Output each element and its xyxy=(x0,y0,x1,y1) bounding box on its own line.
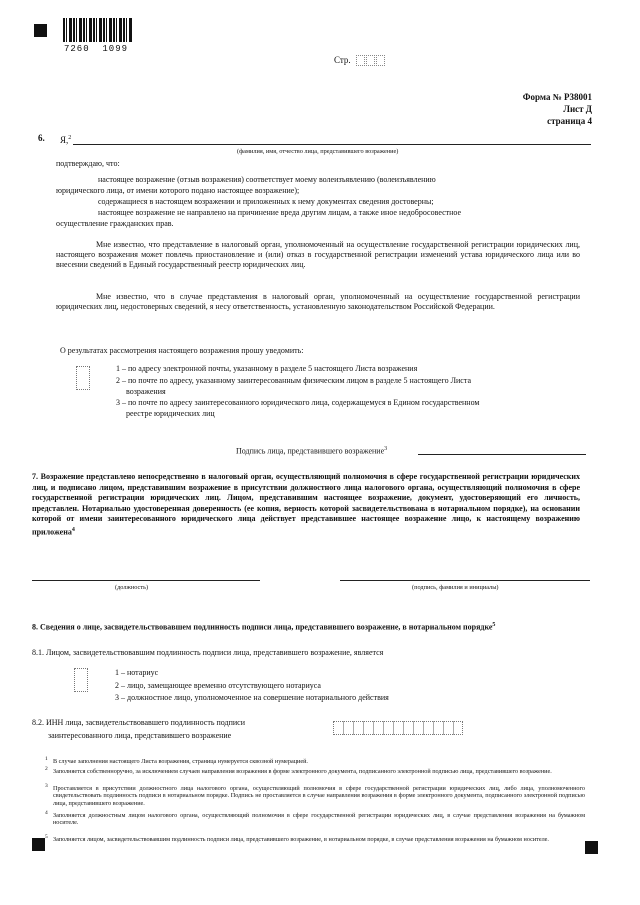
notary-option-3: 3 – должностное лицо, уполномоченное на совершение нотариального действия xyxy=(115,693,389,702)
official-sign-caption: (подпись, фамилия и инициалы) xyxy=(412,584,499,591)
corner-marker-bottom-left xyxy=(32,838,45,851)
notify-option-1: 1 – по адресу электронной почты, указанному в разделе 5 настоящего Листа возражения xyxy=(116,364,418,373)
notary-option-1: 1 – нотариус xyxy=(115,668,159,677)
official-sign-input[interactable] xyxy=(340,580,590,581)
page-label: Стр. xyxy=(334,55,351,65)
section-8-heading: 8. Сведения о лице, засвидетельствовавшем подлинность подписи лица, представившего возражение, в нотариальном порядке$^5$ xyxy=(32,622,496,632)
signature-label: Подпись лица, представившего возражение$^3$ xyxy=(236,446,388,456)
page-number-boxes[interactable] xyxy=(356,53,386,71)
paragraph-awareness-1: Мне известно, что представление в налоговый орган, уполномоченный на осуществление государственной регистрации юридических лиц, настоящего возражения может повлечь приостановление и (или) отказ в государственной регистрации изменений устава юридического лица или во внесении сведений в Единый государственный реестр юридических лиц. xyxy=(56,240,580,269)
fio-input[interactable] xyxy=(73,144,591,145)
ya-label: Я,$^2$ xyxy=(60,135,72,145)
paragraph-awareness-2: Мне известно, что в случае представления в налоговый орган, уполномоченный на осуществление государственной регистрации юридических лиц, недостоверных сведений, я несу ответственность, установленную законодательством Российской Федерации. xyxy=(56,292,580,311)
fio-caption: (фамилия, имя, отчество лица, представившего возражение) xyxy=(237,148,399,155)
notify-choice-box[interactable] xyxy=(76,366,90,390)
confirm-text: подтверждаю, что: xyxy=(56,159,120,168)
statement-1b: юридического лица, от имени которого подано настоящее возражение); xyxy=(56,186,300,195)
notary-option-2: 2 – лицо, замещающее временно отсутствующего нотариуса xyxy=(115,681,321,690)
corner-marker-bottom-right xyxy=(585,841,598,854)
section-8-1-label: 8.1. Лицом, засвидетельствовавшим подлинность подписи лица, представившего возражение, является xyxy=(32,648,384,657)
footnote-4: 4 Заполняется должностным лицом налогового органа, осуществляющий полномочия в сфере государственной регистрации юридических лиц, в случае представления возражения на бумажном носителе. xyxy=(45,810,585,827)
footnote-5: 5 Заполняется лицом, засвидетельствовавшим подлинность подписи лица, представившего возражение, в нотариальном порядке, в случае представления возражения на бумажном носителе. xyxy=(45,834,549,843)
notify-option-3a: 3 – по почте по адресу заинтересованного юридического лица, содержащемуся в Едином государственном xyxy=(116,398,480,407)
barcode-number: 7260 1099 xyxy=(64,44,129,54)
notary-type-box[interactable] xyxy=(74,668,88,692)
corner-marker-top-left xyxy=(34,24,47,37)
section-8-2-label-b: заинтересованного лица, представившего возражение xyxy=(48,731,232,740)
notify-option-2b: возражения xyxy=(126,387,166,396)
form-number: Форма № Р38001 xyxy=(522,92,592,102)
footnote-2: 2 Заполняется собственноручно, за исключением случаев направления возражения в форме электронного документа, подписанного электронной подписью лица, представившего возражение. xyxy=(45,766,552,775)
section-6-number: 6. xyxy=(38,133,45,143)
barcode-image xyxy=(63,18,133,42)
notify-option-3b: реестре юридических лиц xyxy=(126,409,215,418)
position-input[interactable] xyxy=(32,580,260,581)
sheet-label: Лист Д xyxy=(563,104,592,114)
page-subtitle: страница 4 xyxy=(547,116,592,126)
notify-heading: О результатах рассмотрения настоящего возражения прошу уведомить: xyxy=(60,346,304,355)
inn-input[interactable] xyxy=(333,721,463,735)
statement-2: содержащиеся в настоящем возражении и приложенных к нему документах сведения достоверны; xyxy=(98,197,434,206)
footnote-1: 1 В случае заполнения настоящего Листа возражения, страница нумеруется сквозной нумерацией. xyxy=(45,756,308,765)
footnote-3: 3 Проставляется в присутствии должностного лица налогового органа, осуществляющий полномочия в сфере государственной регистрации юридических лиц, либо лица, уполномоченного свидетельствовать подлинность подписи в нотариальном порядке. Подпись не проставляется в случае направления возражения в форме электронного документа, подписанного электронной подписью лица, представившего возражение. xyxy=(45,783,585,807)
statement-1a: настоящее возражение (отзыв возражения) соответствует моему волеизъявлению (волеизъявлению xyxy=(98,175,436,184)
position-caption: (должность) xyxy=(115,584,149,591)
statement-3a: настоящее возражение не направлено на причинение вреда другим лицам, а также иное недобросовестное xyxy=(98,208,462,217)
notify-option-2a: 2 – по почте по адресу, указанному заинтересованным физическим лицом в разделе 5 настоящего Листа xyxy=(116,376,471,385)
section-8-2-label-a: 8.2. ИНН лица, засвидетельствовавшего подлинность подписи xyxy=(32,718,245,727)
signature-input[interactable] xyxy=(418,454,586,455)
section-7-text: 7. Возражение представлено непосредственно в налоговый орган, осуществляющий полномочия в сфере государственной регистрации юридических лиц, и подписано лицом, представившим возражение в присутствии должностного лица налогового органа, осуществляющий полномочия в сфере государственной регистрации юридических лиц. Лицом, представившим настоящее возражение, документ, удостоверяющий его личность, представлен. Нотариально удостоверенная доверенность (ее копия, верность которой засвидетельствована в нотариальном порядке), на основании которой от имени заинтересованного юридического лица действует представившее настоящее возражение лицо, к настоящему возражению приложена$^4$ xyxy=(32,472,580,537)
statement-3b: осуществление гражданских прав. xyxy=(56,219,174,228)
